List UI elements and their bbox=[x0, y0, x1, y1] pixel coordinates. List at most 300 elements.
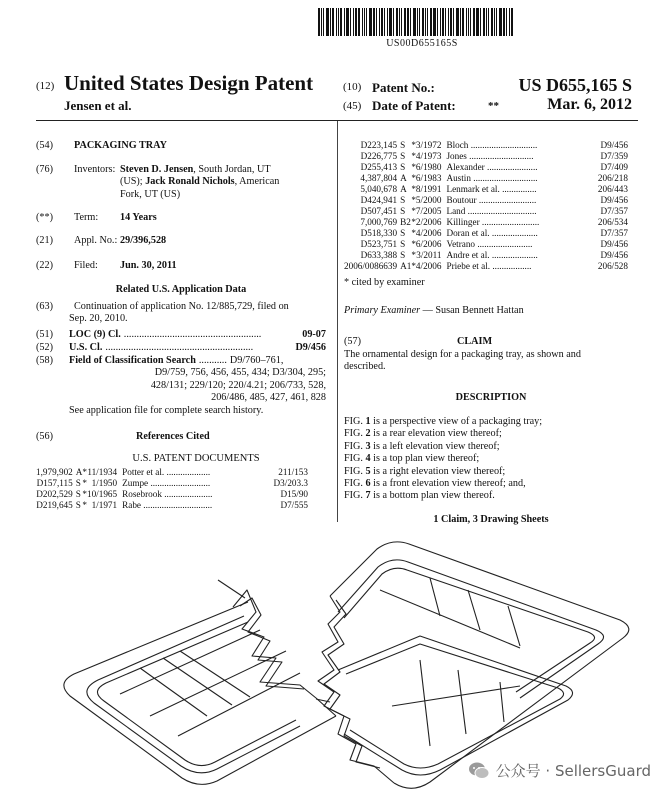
ref-name: Boutour bbox=[446, 195, 477, 205]
ref-date: 6/2006 bbox=[415, 239, 442, 249]
ref-kind: S bbox=[400, 151, 406, 161]
leader-dots: ...................................................... bbox=[123, 329, 262, 340]
barcode-bar bbox=[509, 8, 510, 36]
ref-name: Priebe et al. bbox=[446, 261, 491, 271]
barcode-bar bbox=[427, 8, 428, 36]
barcode-bar bbox=[389, 8, 392, 36]
ref-name: Bloch bbox=[446, 140, 469, 150]
field-51 bbox=[36, 329, 326, 342]
ref-class: 211/153 bbox=[278, 467, 308, 477]
leader-dots: ................... bbox=[166, 467, 211, 477]
ref-kind: S bbox=[400, 250, 406, 260]
barcode-bar bbox=[466, 8, 467, 36]
inventor-short: Jensen et al. bbox=[64, 98, 132, 113]
field-code: (22) bbox=[36, 260, 53, 271]
claim-title: CLAIM bbox=[457, 335, 493, 347]
ref-kind: S bbox=[400, 140, 406, 150]
title-of-design: PACKAGING TRAY bbox=[74, 140, 167, 151]
ref-number: D633,388 bbox=[360, 250, 398, 260]
cited-note: * cited by examiner bbox=[344, 277, 425, 288]
field-code: (**) bbox=[36, 212, 53, 223]
ref-star: * bbox=[411, 173, 416, 183]
barcode-bar bbox=[387, 8, 388, 36]
ref-number: 7,000,769 bbox=[360, 217, 398, 227]
figure-description bbox=[344, 428, 638, 440]
barcode-bar bbox=[430, 8, 432, 36]
fig-number: 2 bbox=[365, 428, 371, 440]
patent-type-title: United States Design Patent bbox=[64, 71, 314, 95]
left-column bbox=[36, 140, 326, 511]
ref-name: Jones bbox=[446, 151, 467, 161]
ref-name-cell bbox=[446, 250, 595, 261]
fig-prefix: FIG. bbox=[344, 490, 366, 502]
barcode-bar bbox=[379, 8, 380, 36]
examiner-name: — Susan Bennett Hattan bbox=[422, 305, 524, 317]
barcode-bar bbox=[369, 8, 372, 36]
barcode-bar bbox=[496, 8, 497, 36]
barcode-bar bbox=[511, 8, 513, 36]
ref-kind: S bbox=[400, 228, 406, 238]
barcode-bar bbox=[456, 8, 459, 36]
ref-kind: A bbox=[400, 184, 407, 194]
barcode-bar bbox=[503, 8, 505, 36]
ref-name: Alexander bbox=[446, 162, 485, 172]
barcode-bar bbox=[462, 8, 464, 36]
ref-name-cell bbox=[446, 184, 595, 195]
barcode-bar bbox=[338, 8, 339, 36]
ref-number: D202,529 bbox=[36, 489, 73, 499]
barcode-bar bbox=[506, 8, 507, 36]
reference-row bbox=[344, 206, 628, 217]
figure-description bbox=[344, 466, 638, 478]
ref-name: Killinger bbox=[446, 217, 480, 227]
barcode-bar bbox=[494, 8, 495, 36]
ref-name: Vetrano bbox=[446, 239, 476, 249]
field-code: (21) bbox=[36, 235, 53, 246]
reference-row bbox=[36, 489, 308, 500]
barcode-number: US00D655165S bbox=[386, 38, 458, 49]
barcode-bar bbox=[473, 8, 475, 36]
fig-number: 1 bbox=[365, 416, 371, 428]
search-field-class: D9/759, 756, 456, 455, 434; D3/304, 295; bbox=[154, 367, 326, 379]
field-56 bbox=[36, 431, 326, 453]
barcode-bar bbox=[450, 8, 452, 36]
ref-kind: S bbox=[75, 478, 81, 488]
filed-label: Filed: bbox=[74, 260, 98, 271]
ref-date: 1/1971 bbox=[91, 500, 118, 510]
barcode-bar bbox=[425, 8, 426, 36]
fig-text: is a bottom plan view thereof. bbox=[370, 490, 495, 502]
ref-class: D3/203.3 bbox=[273, 478, 308, 488]
term-label: Term: bbox=[74, 212, 99, 223]
inventor-1-name: Steven D. Jensen bbox=[120, 164, 194, 175]
field-63 bbox=[36, 301, 326, 329]
watermark bbox=[468, 760, 651, 781]
date-stars: ** bbox=[488, 100, 499, 112]
field-code: (57) bbox=[344, 335, 361, 347]
loc-label: LOC (9) Cl. bbox=[69, 329, 121, 340]
related-data-title: Related U.S. Application Data bbox=[115, 284, 247, 295]
field-code-45: (45) bbox=[343, 100, 362, 112]
ref-name-cell bbox=[446, 228, 595, 239]
ref-class: D7/359 bbox=[600, 151, 628, 161]
ref-date: 2/2006 bbox=[415, 217, 442, 227]
reference-row bbox=[36, 500, 308, 511]
ref-date: 11/1934 bbox=[87, 467, 118, 477]
wechat-icon bbox=[468, 761, 490, 781]
figure-description bbox=[344, 441, 638, 453]
ref-class: 206/218 bbox=[597, 173, 628, 183]
barcode-bar bbox=[499, 8, 502, 36]
barcode-bar bbox=[445, 8, 446, 36]
patent-number: US D655,165 S bbox=[518, 75, 632, 95]
claim-text-cont: described. bbox=[344, 361, 386, 373]
reference-row bbox=[36, 478, 308, 489]
reference-row bbox=[344, 140, 628, 151]
ref-number: D255,413 bbox=[360, 162, 398, 172]
field-22 bbox=[36, 260, 326, 284]
ref-name-cell bbox=[446, 162, 595, 173]
ref-class: D9/456 bbox=[600, 195, 628, 205]
fig-text: is a top plan view thereof; bbox=[370, 453, 480, 465]
examiner-label: Primary Examiner bbox=[344, 305, 421, 317]
ref-name: Doran et al. bbox=[446, 228, 490, 238]
ref-star: * bbox=[411, 162, 416, 172]
barcode-bar bbox=[318, 8, 320, 36]
figure-description bbox=[344, 478, 638, 490]
inventors-label: Inventors: bbox=[74, 164, 116, 175]
ref-date: 3/2011 bbox=[416, 250, 442, 260]
barcode-bar bbox=[340, 8, 342, 36]
inventor-1-country: (US); bbox=[120, 176, 146, 188]
fig-text: is a right elevation view thereof; bbox=[370, 465, 506, 477]
barcode-bar bbox=[448, 8, 449, 36]
leader-dots: ......................... bbox=[478, 195, 537, 205]
barcode-bar bbox=[358, 8, 360, 36]
ref-number: 1,979,902 bbox=[36, 467, 73, 477]
reference-row bbox=[344, 151, 628, 162]
ref-number: D424,941 bbox=[360, 195, 398, 205]
search-field-class: 428/131; 229/120; 220/4.21; 206/733, 528, bbox=[150, 379, 326, 391]
barcode-bar bbox=[433, 8, 436, 36]
field-21 bbox=[36, 235, 326, 260]
ref-date: 8/1991 bbox=[415, 184, 442, 194]
ref-star: * bbox=[411, 184, 416, 194]
barcode-bar bbox=[483, 8, 485, 36]
fig-prefix: FIG. bbox=[344, 453, 366, 465]
reference-row bbox=[344, 184, 628, 195]
filed-value: Jun. 30, 2011 bbox=[120, 260, 177, 271]
ref-name-cell bbox=[122, 500, 271, 511]
figure-description bbox=[344, 490, 638, 502]
ref-name-cell bbox=[122, 467, 271, 478]
inventor-1-location: , South Jordan, UT bbox=[193, 164, 271, 175]
ref-star: * bbox=[82, 500, 87, 510]
field-code: (52) bbox=[36, 342, 53, 353]
ref-number: 5,040,678 bbox=[360, 184, 398, 194]
barcode-bar bbox=[353, 8, 354, 36]
barcode-bar bbox=[336, 8, 337, 36]
fig-text: is a left elevation view thereof; bbox=[370, 440, 500, 452]
barcode-bar bbox=[362, 8, 363, 36]
field-code-10: (10) bbox=[343, 81, 362, 93]
ref-kind: S bbox=[75, 500, 81, 510]
leader-dots: ............................ bbox=[473, 173, 538, 183]
leader-dots: .......................... bbox=[150, 478, 211, 488]
ref-name-cell bbox=[122, 478, 271, 489]
ref-number: D157,115 bbox=[36, 478, 73, 488]
ref-name-cell bbox=[446, 151, 595, 162]
fig-prefix: FIG. bbox=[344, 478, 366, 490]
fig-number: 6 bbox=[365, 478, 371, 490]
field-code: (54) bbox=[36, 140, 53, 151]
field-code: (63) bbox=[36, 301, 53, 312]
ref-class: 206/443 bbox=[597, 184, 628, 194]
barcode-bar bbox=[407, 8, 409, 36]
barcode-bar bbox=[437, 8, 438, 36]
ref-class: 206/528 bbox=[597, 261, 628, 271]
field-code: (76) bbox=[36, 164, 53, 175]
right-column bbox=[344, 140, 638, 526]
barcode-bar bbox=[330, 8, 331, 36]
term-value: 14 Years bbox=[120, 212, 157, 223]
ref-kind: S bbox=[400, 239, 406, 249]
ref-name: Lenmark et al. bbox=[446, 184, 500, 194]
field-code: (58) bbox=[36, 355, 53, 366]
barcode-bar bbox=[393, 8, 394, 36]
leader-dots: ........... bbox=[198, 355, 227, 366]
ref-date: 4/2006 bbox=[415, 228, 442, 238]
fig-text: is a front elevation view thereof; and, bbox=[370, 478, 526, 490]
barcode-bar bbox=[399, 8, 400, 36]
ref-kind: A bbox=[75, 467, 83, 477]
barcode-bar bbox=[422, 8, 424, 36]
appl-no-label: Appl. No.: bbox=[74, 235, 118, 246]
barcode-bar bbox=[453, 8, 454, 36]
ref-name: Land bbox=[446, 206, 466, 216]
barcode-bar bbox=[491, 8, 493, 36]
fig-prefix: FIG. bbox=[344, 416, 366, 428]
reference-row bbox=[344, 239, 628, 250]
claims-sheets: 1 Claim, 3 Drawing Sheets bbox=[433, 513, 549, 525]
figure-description bbox=[344, 453, 638, 465]
ref-number: D226,775 bbox=[360, 151, 398, 161]
search-field-class: D9/760–761, bbox=[229, 355, 284, 366]
barcode-bar bbox=[468, 8, 469, 36]
ref-date: 1/1950 bbox=[91, 478, 118, 488]
fig-prefix: FIG. bbox=[344, 465, 366, 477]
ref-class: D9/456 bbox=[600, 239, 628, 249]
us-cl-label: U.S. Cl. bbox=[69, 342, 103, 353]
ref-class: D9/456 bbox=[600, 140, 628, 150]
barcode-bar bbox=[321, 8, 322, 36]
search-field-class: 206/486, 485, 427, 461, 828 bbox=[211, 392, 326, 404]
right-references-table bbox=[344, 140, 628, 272]
ref-number: D219,645 bbox=[36, 500, 73, 510]
ref-star: * bbox=[411, 206, 416, 216]
ref-star: * bbox=[411, 250, 416, 260]
field-code: (51) bbox=[36, 329, 53, 340]
left-references-table bbox=[36, 467, 308, 511]
barcode-bar bbox=[381, 8, 383, 36]
leader-dots: ...................... bbox=[487, 162, 538, 172]
ref-star: * bbox=[411, 261, 416, 271]
ref-star: * bbox=[411, 239, 416, 249]
tray-perspective-drawing bbox=[0, 520, 669, 795]
continuation-text-cont: Sep. 20, 2010. bbox=[69, 313, 128, 325]
figure-list bbox=[344, 416, 638, 503]
reference-row bbox=[344, 217, 628, 228]
inventor-2-name: Jack Ronald Nichols bbox=[145, 176, 235, 188]
ref-name-cell bbox=[446, 239, 595, 250]
ref-number: D518,330 bbox=[360, 228, 398, 238]
barcode-bar bbox=[419, 8, 420, 36]
barcode-bar bbox=[440, 8, 441, 36]
barcode-bar bbox=[404, 8, 406, 36]
claim-text: The ornamental design for a packaging tray, as shown and bbox=[344, 348, 581, 360]
leader-dots: ............................ bbox=[469, 151, 534, 161]
ref-name-cell bbox=[446, 140, 595, 151]
references-title: References Cited bbox=[136, 431, 210, 442]
ref-name-cell bbox=[122, 489, 271, 500]
reference-row bbox=[344, 162, 628, 173]
ref-name: Rosebrook bbox=[122, 489, 162, 499]
column-divider bbox=[337, 121, 338, 522]
ref-name: Rabe bbox=[122, 500, 141, 510]
ref-date: 6/1980 bbox=[415, 162, 442, 172]
us-cl-value: D9/456 bbox=[295, 342, 326, 353]
ref-number: D523,751 bbox=[360, 239, 398, 249]
inventors-list bbox=[120, 164, 279, 201]
field-58 bbox=[36, 355, 326, 431]
ref-date: 6/1983 bbox=[415, 173, 442, 183]
ref-class: D7/357 bbox=[600, 206, 628, 216]
leader-dots: .................... bbox=[491, 228, 538, 238]
barcode-bar bbox=[344, 8, 345, 36]
leader-dots: ............................. bbox=[470, 140, 538, 150]
barcode-bar bbox=[480, 8, 481, 36]
reference-row bbox=[344, 195, 628, 206]
ref-name-cell bbox=[446, 173, 595, 184]
leader-dots: .................... bbox=[491, 250, 538, 260]
ref-number: D223,145 bbox=[360, 140, 398, 150]
watermark-text: 公众号 · SellersGuard bbox=[495, 762, 651, 780]
barcode-bar bbox=[332, 8, 334, 36]
barcode-bar bbox=[401, 8, 402, 36]
loc-value: 09-07 bbox=[302, 329, 326, 340]
reference-row bbox=[36, 467, 308, 478]
barcode-bar bbox=[364, 8, 365, 36]
ref-name-cell bbox=[446, 261, 595, 272]
ref-number: D507,451 bbox=[360, 206, 398, 216]
patent-no-label: Patent No.: bbox=[372, 80, 435, 95]
ref-star: * bbox=[411, 217, 416, 227]
barcode-bar bbox=[366, 8, 367, 36]
reference-row bbox=[344, 228, 628, 239]
barcode-bar bbox=[326, 8, 329, 36]
barcode bbox=[318, 8, 526, 36]
us-patent-docs-title: U.S. PATENT DOCUMENTS bbox=[132, 453, 260, 464]
leader-dots: .......................................................... bbox=[105, 342, 254, 353]
inventor-2-location: , American bbox=[234, 176, 280, 188]
ref-class: D9/456 bbox=[600, 250, 628, 260]
search-field-label: Field of Classification Search bbox=[69, 355, 196, 366]
barcode-bar bbox=[376, 8, 377, 36]
field-54 bbox=[36, 140, 326, 164]
fig-number: 5 bbox=[365, 465, 371, 477]
ref-star: * bbox=[411, 140, 416, 150]
field-code-12: (12) bbox=[36, 80, 55, 92]
fig-text: is a perspective view of a packaging tray; bbox=[370, 416, 543, 428]
fig-text: is a rear elevation view thereof; bbox=[370, 428, 502, 440]
leader-dots: ............... bbox=[502, 184, 537, 194]
ref-kind: S bbox=[400, 195, 406, 205]
barcode-bar bbox=[417, 8, 418, 36]
barcode-bar bbox=[442, 8, 444, 36]
inventor-2-location-cont: Fork, UT (US) bbox=[120, 188, 181, 200]
ref-name: Andre et al. bbox=[446, 250, 490, 260]
barcode-bar bbox=[355, 8, 357, 36]
ref-kind: S bbox=[75, 489, 81, 499]
barcode-bar bbox=[323, 8, 324, 36]
ref-number: 4,387,804 bbox=[360, 173, 398, 183]
barcode-bar bbox=[476, 8, 479, 36]
ref-date: 4/2006 bbox=[415, 261, 442, 271]
ref-kind: S bbox=[400, 162, 406, 172]
fig-prefix: FIG. bbox=[344, 428, 366, 440]
ref-star: * bbox=[411, 195, 416, 205]
barcode-bar bbox=[413, 8, 416, 36]
ref-star: * bbox=[82, 489, 87, 499]
ref-kind: B2 bbox=[400, 217, 411, 227]
fig-number: 3 bbox=[365, 440, 371, 452]
continuation-text: Continuation of application No. 12/885,729, filed on bbox=[74, 301, 289, 312]
leader-dots: .............................. bbox=[467, 206, 537, 216]
ref-date: 10/1965 bbox=[86, 489, 118, 499]
barcode-bar bbox=[410, 8, 411, 36]
ref-date: 3/1972 bbox=[415, 140, 442, 150]
ref-star: * bbox=[411, 151, 416, 161]
ref-date: 7/2005 bbox=[415, 206, 442, 216]
ref-number: 2006/0086639 bbox=[344, 261, 398, 271]
field-52 bbox=[36, 342, 326, 355]
ref-class: D15/90 bbox=[280, 489, 308, 499]
fig-number: 4 bbox=[365, 453, 371, 465]
ref-name: Potter et al. bbox=[122, 467, 165, 477]
barcode-bar bbox=[470, 8, 471, 36]
ref-star: * bbox=[82, 478, 87, 488]
barcode-bar bbox=[488, 8, 489, 36]
ref-name-cell bbox=[446, 217, 595, 228]
description-title: DESCRIPTION bbox=[455, 391, 527, 403]
date-label: Date of Patent: bbox=[372, 98, 456, 113]
fig-prefix: FIG. bbox=[344, 440, 366, 452]
appl-no-value: 29/396,528 bbox=[120, 235, 167, 246]
leader-dots: ................. bbox=[492, 261, 532, 271]
reference-row bbox=[344, 173, 628, 184]
barcode-bar bbox=[460, 8, 461, 36]
field-term bbox=[36, 212, 326, 235]
barcode-bar bbox=[350, 8, 351, 36]
ref-star: * bbox=[82, 467, 87, 477]
field-76 bbox=[36, 164, 326, 212]
leader-dots: ......................... bbox=[481, 217, 540, 227]
barcode-bar bbox=[373, 8, 375, 36]
ref-date: 5/2000 bbox=[415, 195, 442, 205]
barcode-bar bbox=[384, 8, 385, 36]
patent-date: Mar. 6, 2012 bbox=[547, 96, 632, 113]
ref-kind: A1 bbox=[400, 261, 412, 271]
